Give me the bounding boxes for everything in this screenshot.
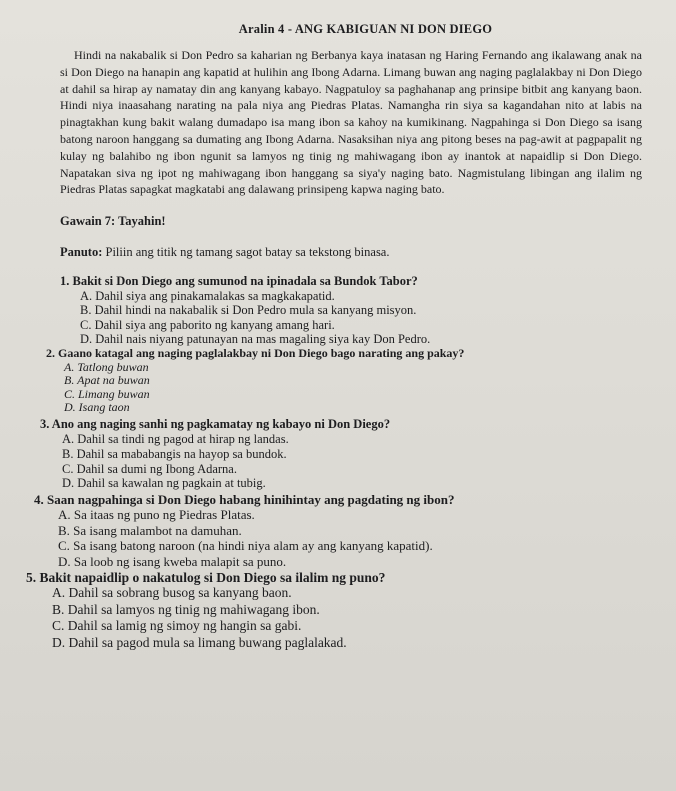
question-list <box>20 274 656 651</box>
option-c[interactable]: C. Sa isang batong naroon (na hindi niya alam ay ang kanyang kapatid). <box>58 538 433 554</box>
lesson-title: Aralin 4 - ANG KABIGUAN NI DON DIEGO <box>238 22 493 36</box>
activity-heading: Gawain 7: Tayahin! <box>60 214 166 229</box>
question-1 <box>60 274 656 346</box>
instructions-label: Panuto: <box>60 245 103 260</box>
option-a[interactable]: A. Tatlong buwan <box>64 359 149 374</box>
option-a[interactable]: A. Sa itaas ng puno ng Piedras Platas. <box>58 507 255 523</box>
option-a[interactable]: A. Dahil sa tindi ng pagod at hirap ng landas. <box>62 431 289 446</box>
option-d[interactable]: D. Dahil sa kawalan ng pagkain at tubig. <box>62 476 266 491</box>
option-b[interactable]: B. Apat na buwan <box>64 373 150 388</box>
question-4 <box>34 492 656 569</box>
option-a[interactable]: A. Dahil sa sobrang busog sa kanyang baon. <box>52 585 292 601</box>
question-text: 1. Bakit si Don Diego ang sumunod na ipinadala sa Bundok Tabor? <box>60 274 418 289</box>
question-5 <box>26 570 656 651</box>
question-text: 5. Bakit napaidlip o nakatulog si Don Diego sa ilalim ng puno? <box>26 570 386 586</box>
option-b[interactable]: B. Dahil sa lamyos ng tinig ng mahiwagang ibon. <box>52 601 320 617</box>
option-a[interactable]: A. Dahil siya ang pinakamalakas sa magkakapatid. <box>80 289 335 304</box>
option-list <box>52 585 656 651</box>
option-d[interactable]: D. Isang taon <box>64 400 130 415</box>
option-list <box>64 361 656 415</box>
instructions-text: Piliin ang titik ng tamang sagot batay sa tekstong binasa. <box>105 245 390 260</box>
option-b[interactable]: B. Sa isang malambot na damuhan. <box>58 522 242 538</box>
instructions <box>60 245 656 260</box>
option-b[interactable]: B. Dahil hindi na nakabalik si Don Pedro mula sa kanyang misyon. <box>80 303 417 318</box>
question-text: 2. Gaano katagal ang naging paglalakbay ni Don Diego bago narating ang pakay? <box>46 345 465 360</box>
story-text: Hindi na nakabalik si Don Pedro sa kaharian ng Berbanya kaya inatasan ng Haring Fernando ang ikalawang anak na si Don Diego na hanapin ang kapatid at hulihin ang Ibong Adarna. Limang buwan ang naging paglalakbay ni Don Diego at dahil sa hirap ay namatay din ang kanyang kabayo. Nagpatuloy sa paghahanap ang prinsipe bitbit ang kanyang baon. Hindi niya inaasahang narating na pala niya ang Piedras Platas. Namangha rin siya sa kagandahan nito at labis na pinagtakhan kung bakit walang dumadapo isa mang ibon sa kahoy na kumikinang. Nagpahinga si Don Diego sa isang batong naroon hanggang sa dumating ang Ibong Adarna. Nasaksihan niya ang pitong beses na pag-awit at pagpapalit ng kulay ng balahibo ng ibon ngunit sa lamyos ng tinig ng mahiwagang ibon ay inantok at napaidlip si Don Diego. Napatakan siva ng ipot ng mahiwagang ibon hanggang sa siya'y naging bato. Nagmistulang libingan ang ilalim ng Piedras Platas sapagkat magkatabi ang dalawang prinsipeng kapwa naging bato. <box>60 48 642 197</box>
option-c[interactable]: C. Dahil sa dumi ng Ibong Adarna. <box>62 461 237 476</box>
option-list <box>80 289 656 346</box>
option-list <box>62 432 656 491</box>
option-d[interactable]: D. Sa loob ng isang kweba malapit sa puno. <box>58 553 287 569</box>
question-2 <box>46 346 656 415</box>
option-c[interactable]: C. Dahil sa lamig ng simoy ng hangin sa gabi. <box>52 618 302 634</box>
question-text: 4. Saan nagpahinga si Don Diego habang hinihintay ang pagdating ng ibon? <box>34 492 455 508</box>
option-list <box>58 507 656 569</box>
option-b[interactable]: B. Dahil sa mababangis na hayop sa bundok. <box>62 446 287 461</box>
question-3 <box>40 417 656 491</box>
option-d[interactable]: D. Dahil nais niyang patunayan na mas magaling siya kay Don Pedro. <box>80 331 431 346</box>
story-paragraph <box>60 47 656 198</box>
option-c[interactable]: C. Dahil siya ang paborito ng kanyang amang hari. <box>80 317 335 332</box>
question-text: 3. Ano ang naging sanhi ng pagkamatay ng kabayo ni Don Diego? <box>40 416 391 431</box>
option-d[interactable]: D. Dahil sa pagod mula sa limang buwang paglalakad. <box>52 634 347 650</box>
option-c[interactable]: C. Limang buwan <box>64 386 150 401</box>
